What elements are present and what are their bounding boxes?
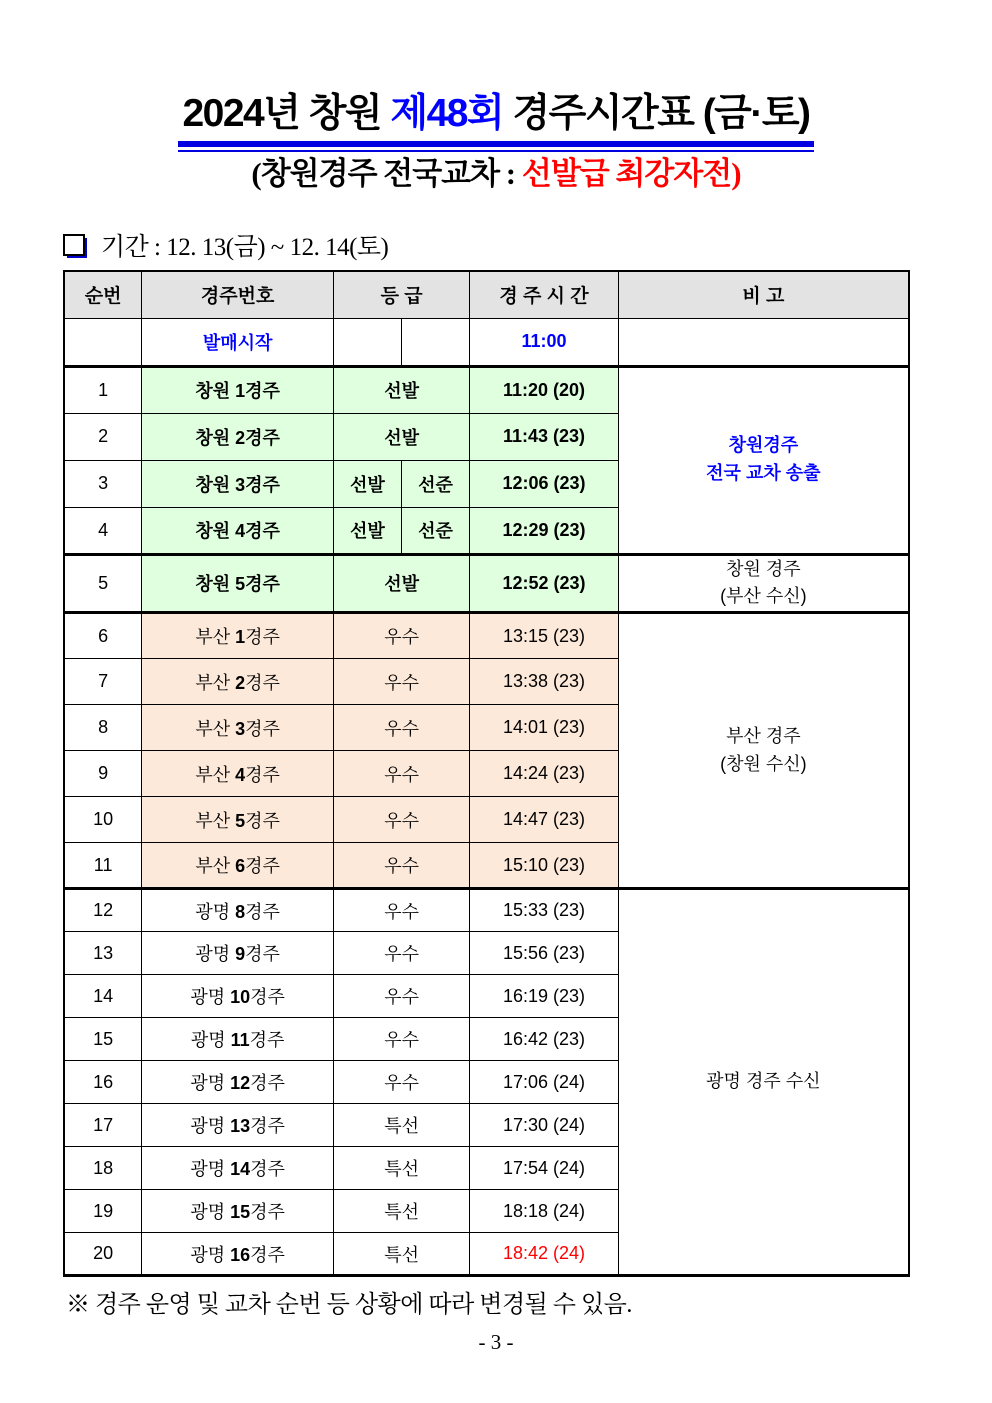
race-suffix-label: 경주: [245, 574, 280, 595]
grade-cell: 선발: [334, 460, 402, 507]
race-name-cell: [142, 659, 334, 705]
race-venue-label: 광명: [195, 901, 236, 922]
row-number-cell: 11: [64, 843, 142, 889]
grade-cell: 선준: [401, 507, 470, 554]
race-suffix-label: 경주: [245, 764, 280, 785]
header-note: 비 고: [618, 271, 909, 318]
race-suffix-label: 경주: [250, 1116, 285, 1137]
race-number-label: 16: [230, 1244, 251, 1265]
race-suffix-label: 경주: [250, 987, 285, 1008]
race-suffix-label: 경주: [245, 381, 280, 401]
table-header-row: [64, 271, 909, 318]
race-number-label: 14: [230, 1159, 251, 1180]
grade-cell: 선준: [401, 460, 470, 507]
row-number-cell: 3: [64, 460, 142, 507]
race-name-cell: [142, 705, 334, 751]
period-line: [63, 227, 388, 263]
race-venue-label: 부산: [195, 764, 236, 785]
race-suffix-label: 경주: [249, 1030, 285, 1051]
race-time-cell: 12:52 (23): [470, 554, 618, 613]
grade-cell: 우수: [334, 705, 470, 751]
title-suffix: 경주시간표 (금·토): [503, 92, 810, 135]
row-number-cell: 5: [64, 554, 142, 613]
grade-cell: 우수: [334, 843, 470, 889]
race-name-cell: [142, 751, 334, 797]
presale-label-cell: 발매시작: [142, 318, 334, 366]
race-number-label: 5: [235, 810, 246, 831]
race-name-cell: [142, 1104, 334, 1147]
race-name-cell: [142, 1190, 334, 1233]
race-number-label: 12: [230, 1073, 251, 1094]
race-venue-label: 광명: [190, 1202, 231, 1223]
race-time-cell: 15:56 (23): [470, 932, 618, 975]
grade-cell: 선발: [334, 554, 470, 613]
row-number-cell: 10: [64, 797, 142, 843]
grade-cell: 우수: [334, 613, 470, 659]
row-number-cell: 16: [64, 1061, 142, 1104]
table-row: [64, 889, 909, 932]
race-number-label: 2: [235, 427, 246, 448]
header-race: 경주번호: [142, 271, 334, 318]
race-time-cell: 15:33 (23): [470, 889, 618, 932]
row-number-cell: 15: [64, 1018, 142, 1061]
row-number-cell: 1: [64, 366, 142, 413]
race-number-label: 3: [235, 718, 246, 739]
race-venue-label: 창원: [195, 521, 236, 541]
table-row: [64, 554, 909, 613]
race-number-label: 4: [235, 521, 246, 541]
grade-cell: 우수: [334, 1018, 470, 1061]
race-time-cell: 16:19 (23): [470, 975, 618, 1018]
page-title: [0, 82, 992, 145]
race-number-label: 2: [235, 672, 246, 693]
race-time-cell: 13:38 (23): [470, 659, 618, 705]
race-time-cell: 17:06 (24): [470, 1061, 618, 1104]
race-time-cell: 14:24 (23): [470, 751, 618, 797]
race-name-cell: [142, 1018, 334, 1061]
race-suffix-label: 경주: [245, 901, 280, 922]
race-name-cell: [142, 554, 334, 613]
row-number-cell: 9: [64, 751, 142, 797]
race-name-cell: [142, 1061, 334, 1104]
race-number-label: 1: [235, 381, 246, 401]
row-number-cell: 18: [64, 1147, 142, 1190]
race-suffix-label: 경주: [245, 856, 280, 877]
race-name-cell: [142, 613, 334, 659]
row-number-cell: 14: [64, 975, 142, 1018]
race-suffix-label: 경주: [250, 1202, 285, 1223]
presale-row: [64, 318, 909, 366]
row-number-cell: 13: [64, 932, 142, 975]
race-number-label: 13: [230, 1116, 251, 1137]
grade-cell: 선발: [334, 413, 470, 460]
checkbox-icon: [63, 234, 85, 256]
race-time-cell: 18:42 (24): [470, 1233, 618, 1276]
row-number-cell: 20: [64, 1233, 142, 1276]
header-grade: 등 급: [334, 271, 470, 318]
grade-cell: 우수: [334, 889, 470, 932]
race-time-cell: 12:29 (23): [470, 507, 618, 554]
race-number-label: 9: [235, 944, 246, 965]
row-number-cell: 8: [64, 705, 142, 751]
race-name-cell: [142, 507, 334, 554]
race-time-cell: 11:20 (20): [470, 366, 618, 413]
race-time-cell: 12:06 (23): [470, 460, 618, 507]
grade-cell: 우수: [334, 932, 470, 975]
subtitle-red-part: 선발급 최강자전): [521, 156, 741, 191]
race-venue-label: 부산: [195, 627, 236, 648]
race-name-cell: [142, 1233, 334, 1276]
race-suffix-label: 경주: [245, 521, 280, 541]
row-number-cell: 6: [64, 613, 142, 659]
remark-cell: [618, 366, 909, 554]
grade-cell: 특선: [334, 1104, 470, 1147]
race-time-cell: 11:43 (23): [470, 413, 618, 460]
header-time: 경 주 시 간: [470, 271, 618, 318]
period-label: 기간 : 12. 13(금) ~ 12. 14(토): [101, 234, 389, 261]
race-time-cell: 17:54 (24): [470, 1147, 618, 1190]
remark-line: 창원경주: [728, 435, 799, 456]
race-number-label: 1: [235, 627, 246, 648]
race-name-cell: [142, 843, 334, 889]
presale-no-cell: [64, 318, 142, 366]
race-time-cell: 18:18 (24): [470, 1190, 618, 1233]
race-time-cell: 16:42 (23): [470, 1018, 618, 1061]
presale-time-cell: 11:00: [470, 318, 618, 366]
race-venue-label: 부산: [195, 856, 236, 877]
remark-line: (부산 수신): [720, 586, 807, 607]
title-prefix: 2024년 창원: [182, 92, 391, 135]
race-number-label: 11: [230, 1030, 250, 1051]
race-time-cell: 15:10 (23): [470, 843, 618, 889]
race-number-label: 5: [235, 574, 246, 595]
race-suffix-label: 경주: [250, 1244, 285, 1265]
race-schedule-table: [63, 270, 910, 1277]
race-number-label: 4: [235, 764, 246, 785]
row-number-cell: 17: [64, 1104, 142, 1147]
presale-grade-cell-left: [334, 318, 402, 366]
remark-line: 창원 경주: [726, 558, 801, 579]
remark-line: 광명 경주 수신: [706, 1071, 821, 1092]
race-number-label: 8: [235, 901, 246, 922]
race-suffix-label: 경주: [245, 810, 280, 831]
grade-cell: 선발: [334, 507, 402, 554]
remark-cell: [618, 889, 909, 1276]
grade-cell: 특선: [334, 1147, 470, 1190]
remark-cell: [618, 613, 909, 889]
race-venue-label: 창원: [195, 427, 236, 448]
row-number-cell: 19: [64, 1190, 142, 1233]
race-venue-label: 광명: [190, 1244, 231, 1265]
race-time-cell: 13:15 (23): [470, 613, 618, 659]
race-time-cell: 17:30 (24): [470, 1104, 618, 1147]
race-venue-label: 광명: [190, 1030, 231, 1051]
race-suffix-label: 경주: [245, 672, 280, 693]
race-number-label: 10: [230, 987, 251, 1008]
race-venue-label: 창원: [195, 474, 236, 495]
race-name-cell: [142, 460, 334, 507]
race-number-label: 6: [235, 856, 246, 877]
race-time-cell: 14:01 (23): [470, 705, 618, 751]
race-number-label: 3: [235, 474, 246, 495]
race-name-cell: [142, 932, 334, 975]
race-venue-label: 부산: [195, 810, 236, 831]
race-suffix-label: 경주: [245, 427, 280, 448]
race-venue-label: 창원: [195, 381, 236, 401]
race-venue-label: 광명: [195, 944, 236, 965]
grade-cell: 특선: [334, 1233, 470, 1276]
table-row: [64, 613, 909, 659]
race-suffix-label: 경주: [245, 944, 280, 965]
header-no: 순번: [64, 271, 142, 318]
race-time-cell: 14:47 (23): [470, 797, 618, 843]
race-venue-label: 광명: [190, 1159, 231, 1180]
race-name-cell: [142, 1147, 334, 1190]
presale-grade-cell-right: [401, 318, 470, 366]
row-number-cell: 7: [64, 659, 142, 705]
race-suffix-label: 경주: [245, 718, 280, 739]
race-venue-label: 광명: [190, 987, 231, 1008]
row-number-cell: 12: [64, 889, 142, 932]
race-name-cell: [142, 975, 334, 1018]
title-highlight: 제48회: [390, 92, 504, 135]
presale-note-cell: [618, 318, 909, 366]
grade-cell: 우수: [334, 797, 470, 843]
race-suffix-label: 경주: [250, 1159, 285, 1180]
page-number: - 3 -: [478, 1330, 514, 1354]
race-suffix-label: 경주: [245, 474, 280, 495]
remark-line: (창원 수신): [720, 753, 807, 774]
grade-cell: 우수: [334, 659, 470, 705]
grade-cell: 우수: [334, 751, 470, 797]
row-number-cell: 2: [64, 413, 142, 460]
grade-cell: 우수: [334, 1061, 470, 1104]
race-name-cell: [142, 366, 334, 413]
race-venue-label: 창원: [195, 574, 236, 595]
subtitle-black-part: (창원경주 전국교차 :: [251, 156, 522, 191]
row-number-cell: 4: [64, 507, 142, 554]
remark-line: 전국 교차 송출: [706, 463, 821, 483]
race-venue-label: 광명: [190, 1073, 231, 1094]
table-row: [64, 366, 909, 413]
race-suffix-label: 경주: [250, 1073, 285, 1094]
grade-cell: 선발: [334, 366, 470, 413]
page-subtitle: [0, 148, 992, 193]
page-title-text: [178, 82, 813, 145]
race-venue-label: 부산: [195, 672, 236, 693]
race-venue-label: 광명: [190, 1116, 231, 1137]
grade-cell: 우수: [334, 975, 470, 1018]
remark-cell: [618, 554, 909, 613]
race-number-label: 15: [230, 1202, 251, 1223]
remark-line: 부산 경주: [726, 725, 801, 746]
race-name-cell: [142, 889, 334, 932]
race-venue-label: 부산: [195, 718, 236, 739]
race-name-cell: [142, 413, 334, 460]
race-name-cell: [142, 797, 334, 843]
race-suffix-label: 경주: [245, 627, 280, 648]
grade-cell: 특선: [334, 1190, 470, 1233]
footnote: ※ 경주 운영 및 교차 순번 등 상황에 따라 변경될 수 있음.: [66, 1292, 632, 1318]
